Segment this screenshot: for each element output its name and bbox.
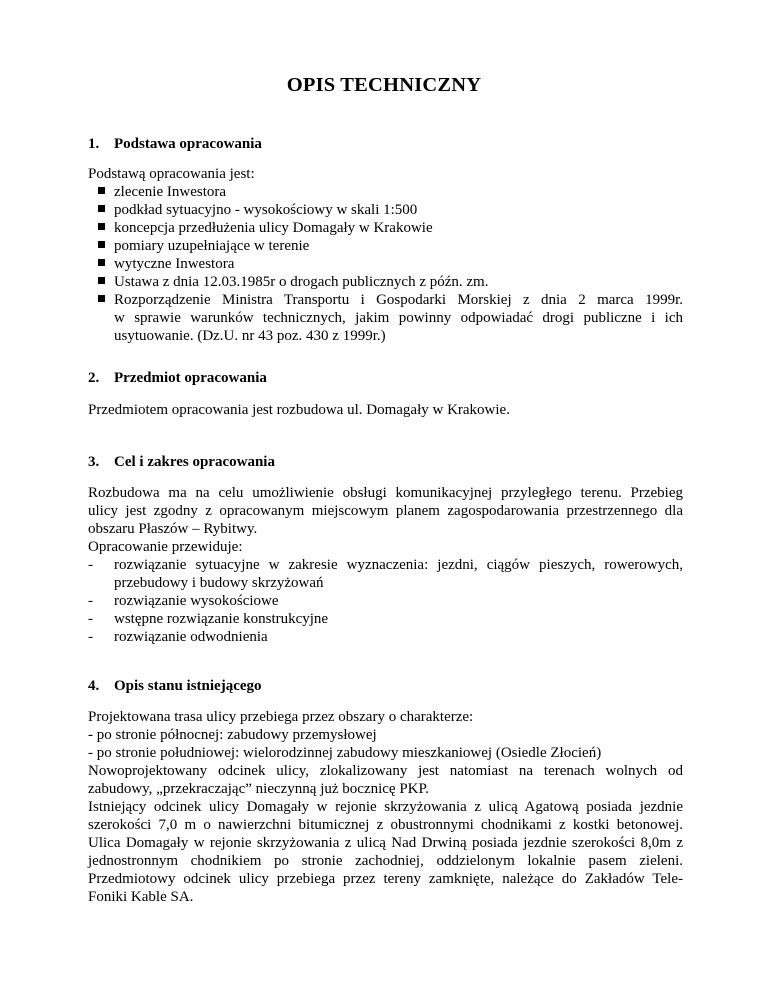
section-4-line: - po stronie południowej: wielorodzinnej zabudowy mieszkaniowej (Osiedle Złocień) xyxy=(88,745,602,761)
section-4-para-line: Istniejący odcinek ulicy Domagały w rejonie skrzyżowania z ulicą Agatową posiada jezdnie xyxy=(88,799,683,815)
section-2-title: Przedmiot opracowania xyxy=(114,370,267,386)
bullet-square-icon xyxy=(98,277,105,284)
dash-marker: - xyxy=(88,611,93,627)
list-item: Rozporządzenie Ministra Transportu i Gospodarki Morskiej z dnia 2 marca 1999r. xyxy=(98,291,683,309)
list-item: zlecenie Inwestora xyxy=(98,183,226,201)
section-3-para-line: Rozbudowa ma na celu umożliwienie obsługi komunikacyjnej przyległego terenu. Przebieg xyxy=(88,485,683,501)
section-1-title: Podstawa opracowania xyxy=(114,136,262,152)
section-4-para-line: jednostronnym chodnikiem po stronie zachodniej, oddzielonym lokalnie pasem zieleni. xyxy=(88,853,683,869)
section-3-heading xyxy=(88,454,275,471)
list-item: wytyczne Inwestora xyxy=(98,255,234,273)
list-item: Ustawa z dnia 12.03.1985r o drogach publicznych z późn. zm. xyxy=(98,273,488,291)
section-1-heading xyxy=(88,136,262,153)
section-4-para-line: Przedmiotowy odcinek ulicy przebiega przez tereny zamknięte, należące do Zakładów Tele- xyxy=(88,871,683,887)
bullet-square-icon xyxy=(98,187,105,194)
list-item: - rozwiązanie sytuacyjne w zakresie wyznaczenia: jezdni, ciągów pieszych, rowerowych, xyxy=(88,557,683,573)
dash-marker: - xyxy=(88,629,93,645)
bullet-square-icon xyxy=(98,205,105,212)
section-1-intro: Podstawą opracowania jest: xyxy=(88,166,255,182)
section-4-para-line: Ulica Domagały w rejonie skrzyżowania z ulicą Nad Drwiną posiada jezdnie szerokości 8,0m z xyxy=(88,835,683,851)
section-4-line: - po stronie północnej: zabudowy przemysłowej xyxy=(88,727,377,743)
list-item: - rozwiązanie odwodnienia xyxy=(88,629,268,645)
section-3-number: 3. xyxy=(88,454,100,470)
dash-marker: - xyxy=(88,557,93,573)
list-item-continuation: usytuowanie. (Dz.U. nr 43 poz. 430 z 1999r.) xyxy=(114,328,386,344)
section-4-title: Opis stanu istniejącego xyxy=(114,678,262,694)
list-item-continuation: przebudowy i budowy skrzyżowań xyxy=(114,575,324,591)
page-title: OPIS TECHNICZNY xyxy=(286,74,482,96)
bullet-square-icon xyxy=(98,259,105,266)
section-4-para-line: zabudowy, „przekraczając” nieczynną już bocznicę PKP. xyxy=(88,781,429,797)
bullet-square-icon xyxy=(98,223,105,230)
list-item: pomiary uzupełniające w terenie xyxy=(98,237,309,255)
section-4-line: Projektowana trasa ulicy przebiega przez obszary o charakterze: xyxy=(88,709,474,725)
section-2-text: Przedmiotem opracowania jest rozbudowa ul. Domagały w Krakowie. xyxy=(88,402,510,418)
bullet-square-icon xyxy=(98,241,105,248)
section-2-number: 2. xyxy=(88,370,100,386)
list-item: - wstępne rozwiązanie konstrukcyjne xyxy=(88,611,329,627)
section-1-number: 1. xyxy=(88,136,100,152)
section-4-number: 4. xyxy=(88,678,100,694)
section-3-title: Cel i zakres opracowania xyxy=(114,454,275,470)
section-3-para-line: ulicy jest zgodny z opracowanym miejscowym planem zagospodarowania przestrzennego dla xyxy=(88,503,683,519)
list-item: koncepcja przedłużenia ulicy Domagały w Krakowie xyxy=(98,219,433,237)
section-4-para-line: Nowoprojektowany odcinek ulicy, zlokalizowany jest natomiast na terenach wolnych od xyxy=(88,763,683,779)
section-3-para-line: obszaru Płaszów – Rybitwy. xyxy=(88,521,258,537)
section-2-heading xyxy=(88,370,267,387)
list-item: podkład sytuacyjno - wysokościowy w skali 1:500 xyxy=(98,201,417,219)
list-item-continuation: w sprawie warunków technicznych, jakim powinny odpowiadać drogi publiczne i ich xyxy=(114,310,683,326)
section-4-para-line: szerokości 7,0 m o nawierzchni bitumicznej z obustronnymi chodnikami z kostki betonowej. xyxy=(88,817,683,833)
section-4-heading xyxy=(88,678,262,695)
list-item: - rozwiązanie wysokościowe xyxy=(88,593,279,609)
section-3-intro: Opracowanie przewiduje: xyxy=(88,539,243,555)
section-4-para-line: Foniki Kable SA. xyxy=(88,889,194,905)
bullet-square-icon xyxy=(98,295,105,302)
dash-marker: - xyxy=(88,593,93,609)
